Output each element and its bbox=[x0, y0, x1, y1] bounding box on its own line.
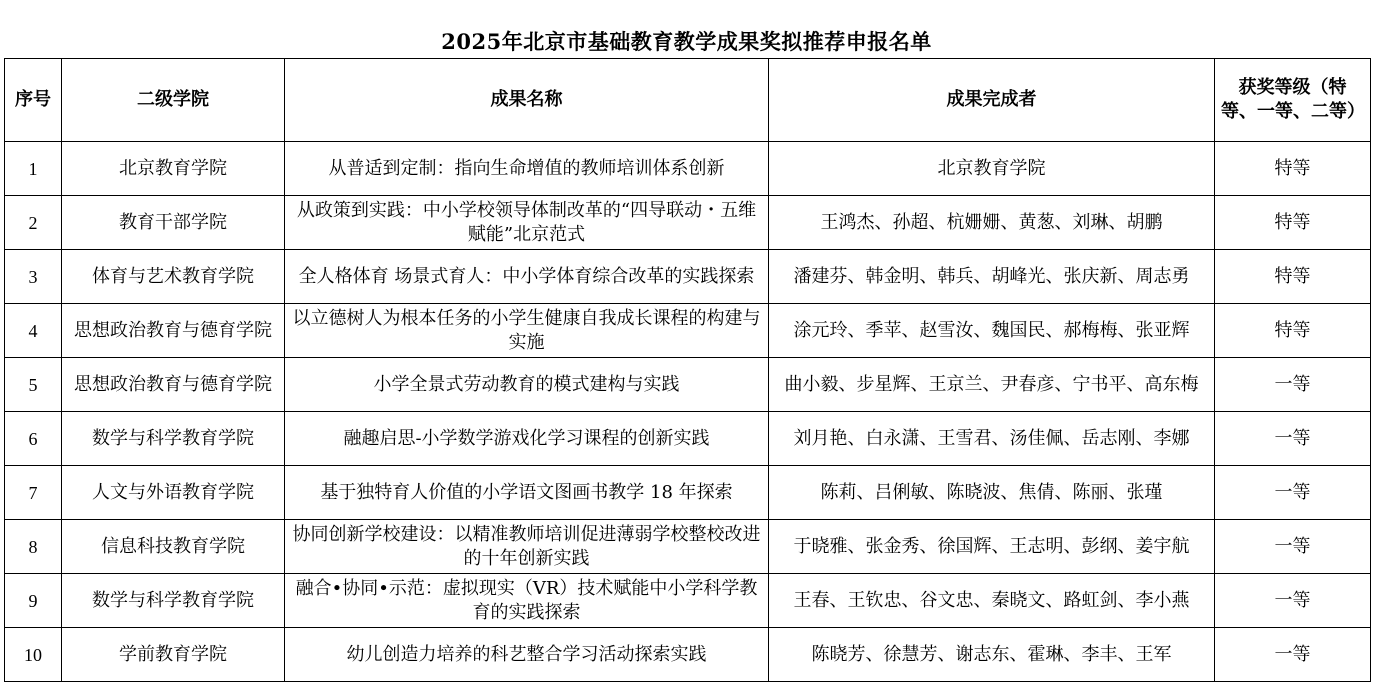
cell-authors: 陈莉、吕俐敏、陈晓波、焦倩、陈丽、张瑾 bbox=[769, 466, 1215, 520]
column-header-authors: 成果完成者 bbox=[769, 59, 1215, 142]
cell-level: 特等 bbox=[1215, 250, 1371, 304]
table-row bbox=[5, 520, 1371, 574]
cell-achievement: 协同创新学校建设：以精准教师培训促进薄弱学校整校改进的十年创新实践 bbox=[285, 520, 769, 574]
cell-no: 2 bbox=[5, 196, 62, 250]
cell-college: 体育与艺术教育学院 bbox=[62, 250, 285, 304]
cell-achievement: 融趣启思-小学数学游戏化学习课程的创新实践 bbox=[285, 412, 769, 466]
cell-no: 10 bbox=[5, 628, 62, 682]
page-title: 2025年北京市基础教育教学成果奖拟推荐申报名单 bbox=[441, 29, 932, 54]
cell-achievement: 小学全景式劳动教育的模式建构与实践 bbox=[285, 358, 769, 412]
cell-authors: 刘月艳、白永潇、王雪君、汤佳佩、岳志刚、李娜 bbox=[769, 412, 1215, 466]
table-row bbox=[5, 466, 1371, 520]
cell-level: 一等 bbox=[1215, 358, 1371, 412]
cell-no: 4 bbox=[5, 304, 62, 358]
cell-level: 一等 bbox=[1215, 628, 1371, 682]
table-row bbox=[5, 574, 1371, 628]
cell-college: 北京教育学院 bbox=[62, 142, 285, 196]
table-row bbox=[5, 304, 1371, 358]
cell-college: 数学与科学教育学院 bbox=[62, 412, 285, 466]
table-row bbox=[5, 412, 1371, 466]
table-row bbox=[5, 358, 1371, 412]
cell-no: 5 bbox=[5, 358, 62, 412]
table-row bbox=[5, 250, 1371, 304]
cell-no: 3 bbox=[5, 250, 62, 304]
cell-authors: 潘建芬、韩金明、韩兵、胡峰光、张庆新、周志勇 bbox=[769, 250, 1215, 304]
cell-achievement: 基于独特育人价值的小学语文图画书教学 18 年探索 bbox=[285, 466, 769, 520]
table-row bbox=[5, 196, 1371, 250]
cell-level: 一等 bbox=[1215, 574, 1371, 628]
cell-college: 思想政治教育与德育学院 bbox=[62, 358, 285, 412]
cell-college: 数学与科学教育学院 bbox=[62, 574, 285, 628]
cell-achievement: 融合•协同•示范：虚拟现实（VR）技术赋能中小学科学教育的实践探索 bbox=[285, 574, 769, 628]
column-header-no: 序号 bbox=[5, 59, 62, 142]
cell-college: 信息科技教育学院 bbox=[62, 520, 285, 574]
cell-level: 特等 bbox=[1215, 304, 1371, 358]
cell-achievement: 从政策到实践：中小学校领导体制改革的“四导联动・五维赋能”北京范式 bbox=[285, 196, 769, 250]
cell-no: 6 bbox=[5, 412, 62, 466]
results-table bbox=[4, 58, 1371, 682]
cell-authors: 陈晓芳、徐慧芳、谢志东、霍琳、李丰、王军 bbox=[769, 628, 1215, 682]
column-header-college: 二级学院 bbox=[62, 59, 285, 142]
cell-college: 教育干部学院 bbox=[62, 196, 285, 250]
cell-no: 1 bbox=[5, 142, 62, 196]
cell-authors: 王春、王钦忠、谷文忠、秦晓文、路虹剑、李小燕 bbox=[769, 574, 1215, 628]
table-row bbox=[5, 142, 1371, 196]
cell-authors: 于晓雅、张金秀、徐国辉、王志明、彭纲、姜宇航 bbox=[769, 520, 1215, 574]
cell-achievement: 全人格体育 场景式育人：中小学体育综合改革的实践探索 bbox=[285, 250, 769, 304]
header-row bbox=[5, 59, 1371, 142]
cell-no: 9 bbox=[5, 574, 62, 628]
cell-authors: 曲小毅、步星辉、王京兰、尹春彦、宁书平、高东梅 bbox=[769, 358, 1215, 412]
cell-achievement: 幼儿创造力培养的科艺整合学习活动探索实践 bbox=[285, 628, 769, 682]
cell-no: 7 bbox=[5, 466, 62, 520]
cell-college: 人文与外语教育学院 bbox=[62, 466, 285, 520]
cell-college: 学前教育学院 bbox=[62, 628, 285, 682]
cell-college: 思想政治教育与德育学院 bbox=[62, 304, 285, 358]
column-header-achievement: 成果名称 bbox=[285, 59, 769, 142]
column-header-level: 获奖等级（特等、一等、二等） bbox=[1215, 59, 1371, 142]
cell-level: 特等 bbox=[1215, 142, 1371, 196]
cell-authors: 北京教育学院 bbox=[769, 142, 1215, 196]
cell-authors: 涂元玲、季苹、赵雪汝、魏国民、郝梅梅、张亚辉 bbox=[769, 304, 1215, 358]
cell-achievement: 从普适到定制：指向生命增值的教师培训体系创新 bbox=[285, 142, 769, 196]
cell-achievement: 以立德树人为根本任务的小学生健康自我成长课程的构建与实施 bbox=[285, 304, 769, 358]
cell-level: 特等 bbox=[1215, 196, 1371, 250]
cell-level: 一等 bbox=[1215, 520, 1371, 574]
table-row bbox=[5, 628, 1371, 682]
cell-no: 8 bbox=[5, 520, 62, 574]
cell-level: 一等 bbox=[1215, 466, 1371, 520]
cell-authors: 王鸿杰、孙超、杭姗姗、黄葱、刘琳、胡鹏 bbox=[769, 196, 1215, 250]
cell-level: 一等 bbox=[1215, 412, 1371, 466]
